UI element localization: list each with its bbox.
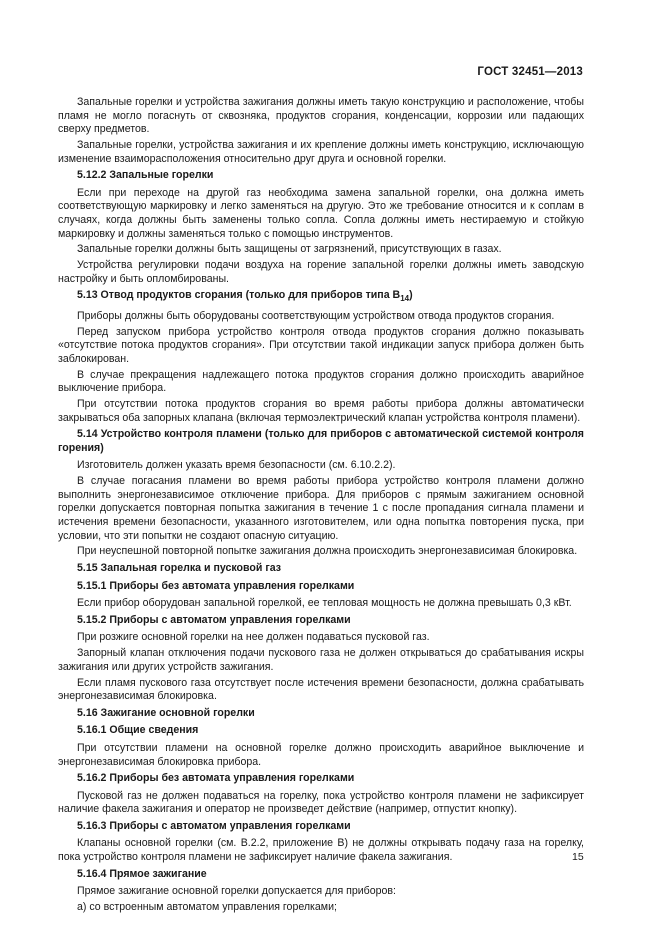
paragraph: Прямое зажигание основной горелки допускается для приборов: [77, 885, 397, 898]
document-body [58, 96, 584, 917]
section-heading: 5.14 Устройство контроля пламени (только для приборов с автоматической системой контроля горения) [58, 428, 584, 454]
section-heading: 5.16.4 Прямое зажигание [77, 867, 207, 880]
paragraph: Запальные горелки и устройства зажигания должны иметь такую конструкцию и расположение, чтобы пламя не могло погаснуть от сквозняка, продуктов сгорания, конденсации, коррозии или падающих сверху предметов. [58, 96, 584, 136]
section-heading: 5.16 Зажигание основной горелки [77, 706, 255, 719]
paragraph: При розжиге основной горелки на нее должен подаваться пусковой газ. [77, 631, 430, 644]
section-heading: 5.15 Запальная горелка и пусковой газ [77, 562, 282, 575]
section-heading: 5.16.1 Общие сведения [77, 724, 199, 737]
paragraph: Если пламя пускового газа отсутствует после истечения времени безопасности, должна срабатывать энергонезависимая блокировка. [58, 676, 584, 703]
paragraph: При неуспешной повторной попытке зажигания должна происходить энергонезависимая блокировка. [77, 545, 578, 558]
heading-text: 5.13 Отвод продуктов сгорания (только для приборов типа B [77, 289, 401, 302]
list-item: а) со встроенным автоматом управления горелками; [77, 901, 337, 914]
section-heading: 5.12.2 Запальные горелки [77, 169, 214, 182]
section-heading: 5.16.3 Приборы с автоматом управления горелками [77, 819, 351, 832]
paragraph: В случае прекращения надлежащего потока продуктов сгорания должно происходить аварийное выключение прибора. [58, 368, 584, 395]
paragraph: Пусковой газ не должен подаваться на горелку, пока устройство контроля пламени не зафиксирует наличие факела зажигания и оператор не произведет действие (например, отпустит кнопку). [58, 789, 584, 816]
paragraph: Запальные горелки должны быть защищены от загрязнений, присутствующих в газах. [77, 243, 502, 256]
paragraph: Устройства регулировки подачи воздуха на горение запальной горелки должны иметь заводскую настройку и быть опломбированы. [58, 259, 584, 285]
heading-subscript: 14 [400, 294, 410, 304]
paragraph: Запорный клапан отключения подачи пускового газа не должен открываться до срабатывания искры зажигания или других устройств зажигания. [58, 647, 584, 673]
section-heading: 5.15.2 Приборы с автоматом управления горелками [77, 613, 351, 626]
section-heading [58, 289, 584, 306]
paragraph: При отсутствии потока продуктов сгорания во время работы прибора должны автоматически закрываться оба запорных клапана (включая термоэлектрический клапан устройства контроля пламени). [58, 398, 584, 424]
page-number: 15 [572, 851, 584, 863]
paragraph: При отсутствии пламени на основной горелке должно происходить аварийное выключение и энергонезависимая блокировка прибора. [58, 741, 584, 768]
paragraph: В случае погасания пламени во время работы прибора устройство контроля пламени должно выполнить энергонезависимое отключение прибора. Для приборов с прямым зажиганием основной горелки допускается повторная попытка зажигания в течение 1 с после пропадания сигнала пламени и истечения времени безопасности, указанного изготовителем, или одна попытка повторения пуска, при условии, что эти попытки не создают опасную ситуацию. [58, 475, 584, 542]
section-heading: 5.15.1 Приборы без автомата управления горелками [77, 579, 355, 592]
paragraph: Изготовитель должен указать время безопасности (см. 6.10.2.2). [77, 459, 396, 472]
section-heading: 5.16.2 Приборы без автомата управления горелками [77, 772, 355, 785]
paragraph: Если при переходе на другой газ необходима замена запальной горелки, она должна иметь соответствующую маркировку и легко заменяться на другую. Это же требование относится и к соплам в случаях, когда должны быть заменены только сопла. Сопла должны иметь нестираемую и стойкую маркировку и должны заменяться только с помощью инструментов. [58, 186, 584, 240]
paragraph: Запальные горелки, устройства зажигания и их крепление должны иметь конструкцию, исключающую изменение взаиморасположения относительно друг друга и основной горелки. [58, 138, 584, 165]
paragraph: Перед запуском прибора устройство контроля отвода продуктов сгорания должно показывать «отсутствие потока продуктов сгорания». При отсутствии такой индикации запуск прибора должен быть заблокирован. [58, 325, 584, 365]
heading-tail: ) [409, 289, 413, 302]
paragraph: Приборы должны быть оборудованы соответствующим устройством отвода продуктов сгорания. [77, 309, 555, 322]
paragraph: Клапаны основной горелки (см. B.2.2, приложение B) не должны открывать подачу газа на горелку, пока устройство контроля пламени не зафиксирует наличие факела зажигания. [58, 837, 584, 864]
standard-designation: ГОСТ 32451—2013 [477, 66, 583, 78]
paragraph: Если прибор оборудован запальной горелкой, ее тепловая мощность не должна превышать 0,3 кВт. [77, 597, 572, 610]
